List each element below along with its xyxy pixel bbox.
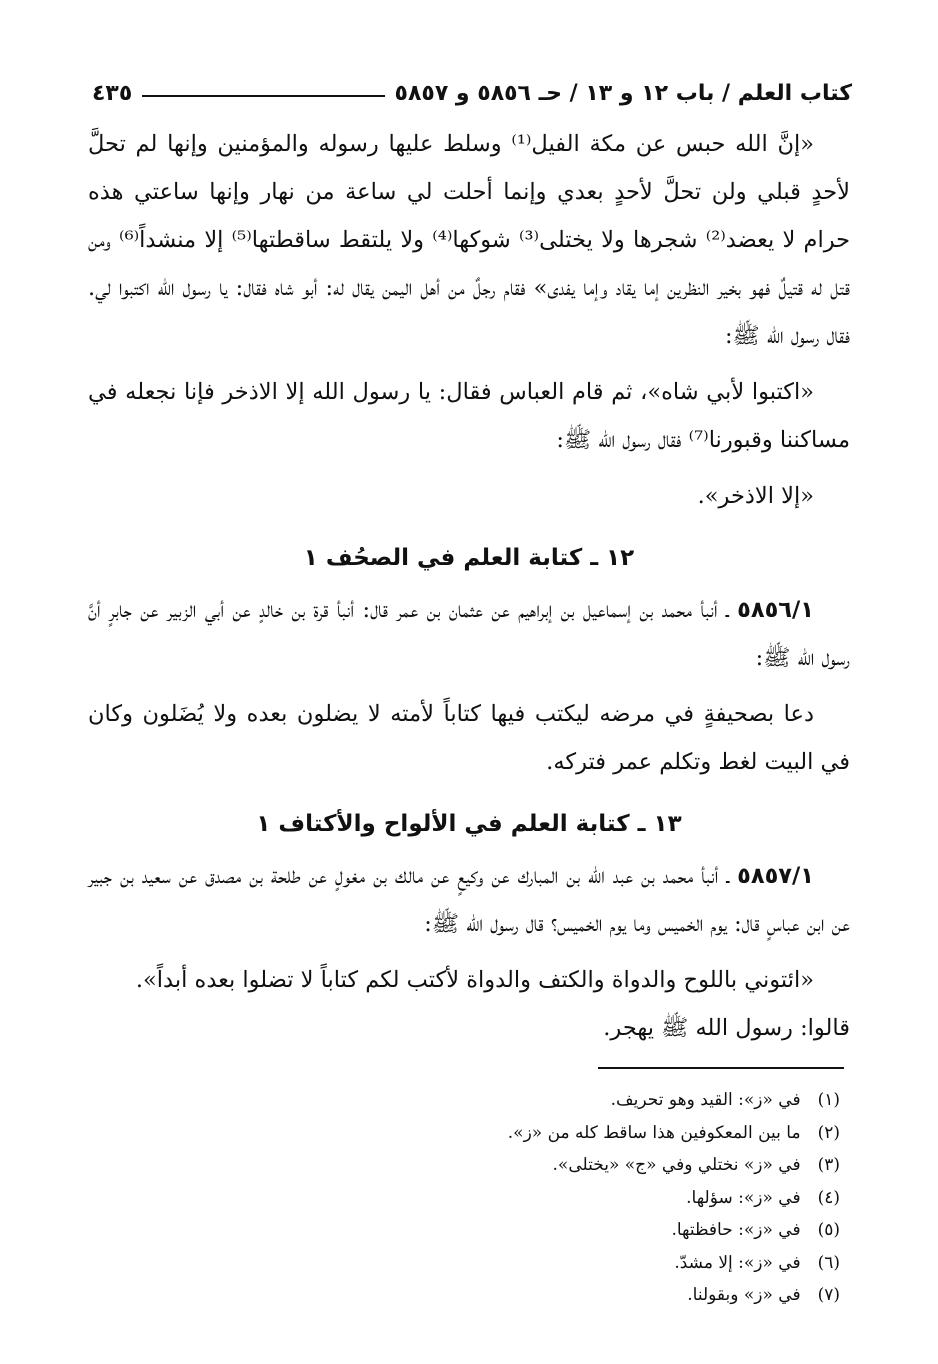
footnote-item [300,1117,840,1150]
running-title: كتاب العلم / باب ١٢ و ١٣ / حـ ٥٨٥٦ و ٥٨٥٧ [394,81,852,106]
chapter-heading-12: ١٢ ـ كتابة العلم في الصحُف ١ [303,545,635,571]
footnote-item [300,1279,840,1312]
paragraph-hadith-mecca: «إنَّ الله حبس عن مكة الفيل⁽¹⁾ وسلط عليها رسوله والمؤمنين وإنها لم تحلَّ لأحدٍ قبلي ولن تحلَّ لأحدٍ بعدي وإنما أحلت لي ساعة من نهار وإنها ساعتي هذه حرام لا يعضد⁽²⁾ شجرها ولا يختلى⁽³⁾ شوكها⁽⁴⁾ ولا يلتقط ساقطتها⁽⁵⁾ إلا منشداً⁽⁶⁾ ومن قتل له قتيلٌ فهو بخير النظرين إما يقاد وإما يفدى» فقام رجلٌ من أهل اليمن يقال له: أبو شاه فقال: يا رسول الله اكتبوا لي. فقال رسول الله ﷺ: [88,131,851,349]
page-number: ٤٣٥ [92,81,133,106]
footnote-number: (٥) [817,1220,840,1240]
footnote-text: في «ز»: إلا مشدّ. [674,1252,801,1273]
footnote-text: في «ز»: سؤلها. [686,1187,801,1208]
footnote-item [300,1149,840,1182]
footnote-number: (٦) [817,1252,840,1273]
footnote-item [300,1182,840,1215]
footnote-text: في «ز»: القيد وهو تحريف. [610,1090,801,1110]
paragraph-hadith-5857 [88,852,850,948]
footnote-item [300,1214,840,1247]
footnote-number: (٢) [817,1122,840,1143]
footnote-text: في «ز» نختلي وفي «ج» «يختلى». [552,1155,801,1175]
hadith-number-5857: ٥٨٥٧/١ [737,863,814,889]
footnote-number: (٣) [817,1155,840,1175]
header-rule [142,95,384,97]
paragraph-qalu: قالوا: رسول الله ﷺ يهجر. [603,1015,850,1041]
hadith-number-5856: ٥٨٥٦/١ [737,597,814,623]
footnote-text: في «ز» وبقولنا. [687,1285,801,1305]
footnotes-list [300,1084,840,1312]
paragraph-lawh: «ائتوني باللوح والدواة والكتف والدواة لأكتب لكم كتاباً لا تضلوا بعده أبداً». [135,967,814,993]
running-header [92,62,852,106]
chapter-heading-13: ١٣ ـ كتابة العلم في الألواح والأكتاف ١ [256,811,682,837]
footnote-text: في «ز»: حافظتها. [671,1220,801,1240]
footnote-separator [598,1067,844,1069]
main-text [88,120,850,1052]
footnote-item [300,1247,840,1280]
hadith-5856-text: ـ أنبأ محمد بن إسماعيل بن إبراهيم عن عثمان بن عمر قال: أنبأ قرة بن خالدٍ عن أبي الزبير عن جابرٍ أنَّ رسول الله ﷺ: [88,597,850,671]
paragraph-idhkhir: «إلا الاذخر». [697,483,814,509]
paragraph-abu-shah: «اكتبوا لأبي شاه»، ثم قام العباس فقال: يا رسول الله إلا الاذخر فإنا نجعله في مساكننا وقبورنا⁽⁷⁾ فقال رسول الله ﷺ: [88,379,850,453]
footnote-text: ما بين المعكوفين هذا ساقط كله من «ز». [507,1122,801,1143]
hadith-5857-text: ـ أنبأ محمد بن عبد الله بن المبارك عن وكيعٍ عن مالك بن مغولٍ عن طلحة بن مصدق عن سعيد بن جبير عن ابن عباسٍ قال: يوم الخميس وما يوم الخميس؟ قال رسول الله ﷺ: [88,863,850,937]
footnote-item [300,1084,840,1117]
footnote-number: (١) [817,1090,840,1110]
footnote-number: (٧) [817,1285,840,1305]
paragraph-sahifa: دعا بصحيفةٍ في مرضه ليكتب فيها كتاباً لأمته لا يضلون بعده ولا يُضَلون وكان في البيت لغط وتكلم عمر فتركه. [88,701,850,775]
paragraph-hadith-5856 [88,586,850,682]
footnote-number: (٤) [817,1187,840,1208]
